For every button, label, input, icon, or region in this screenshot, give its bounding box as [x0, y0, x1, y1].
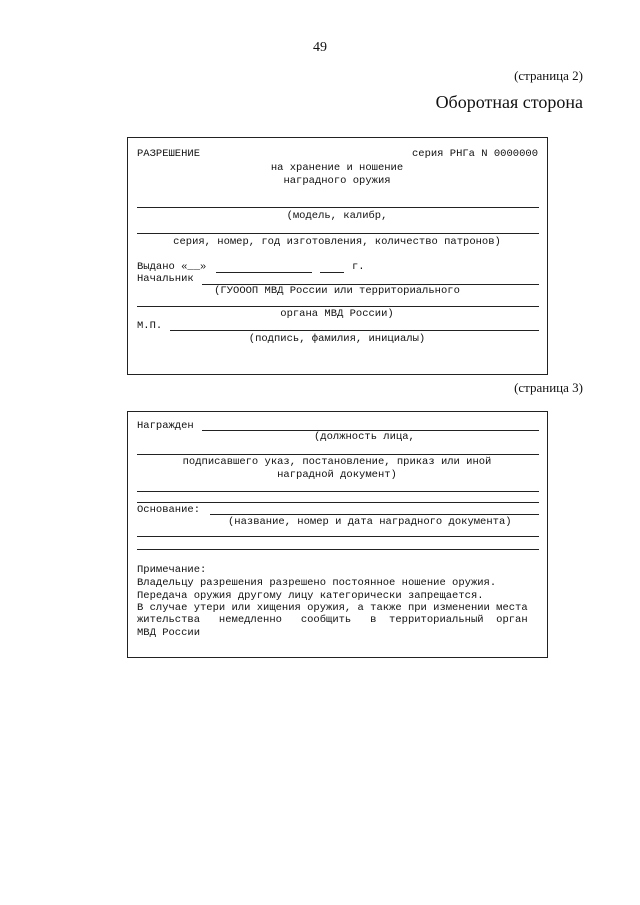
basis-extra-line-2	[137, 549, 539, 550]
year-suffix: г.	[352, 261, 365, 273]
page-number: 49	[313, 40, 327, 55]
document-caption: (название, номер и дата наградного документа)	[228, 516, 512, 528]
permit-series: серия РНГа N 0000000	[411, 148, 538, 160]
permit-subtitle-line-1: на хранение и ношение	[270, 162, 404, 174]
weapon-model-caption: (модель, калибр,	[286, 210, 388, 222]
permit-title: РАЗРЕШЕНИЕ	[137, 148, 201, 160]
permit-subtitle-line-2: наградного оружия	[283, 175, 391, 187]
award-document-line-1	[137, 491, 539, 492]
weapon-serial-caption: серия, номер, год изготовления, количество патронов)	[173, 236, 501, 248]
signature-line	[170, 330, 539, 331]
awarded-label: Награжден	[137, 420, 194, 432]
award-document-line-2	[137, 502, 539, 503]
basis-label: Основание:	[137, 504, 201, 516]
signer-caption-line-1: подписавшего указ, постановление, приказ или иной	[182, 456, 492, 468]
note-title: Примечание:	[137, 564, 207, 576]
signer-caption-line-2: наградной документ)	[277, 469, 397, 481]
basis-extra-line-1	[137, 536, 539, 537]
note-line-4: жительства немедленно сообщить в территориальный орган	[137, 614, 528, 626]
issued-label: Выдано «__»	[137, 261, 207, 273]
page-3-label: (страница 3)	[514, 380, 583, 395]
note-line-3: В случае утери или хищения оружия, а также при изменении места	[137, 602, 528, 614]
note-line-1: Владельцу разрешения разрешено постоянное ношение оружия.	[137, 577, 497, 589]
seal-label: М.П.	[137, 320, 163, 332]
note-line-2: Передача оружия другому лицу категорически запрещается.	[137, 590, 484, 602]
award-form	[127, 411, 548, 658]
note-line-5: МВД России	[137, 627, 201, 639]
weapon-model-line	[137, 207, 539, 208]
position-line	[137, 454, 539, 455]
issued-year-line	[320, 272, 344, 273]
agency-caption-line-2: органа МВД России)	[280, 308, 394, 320]
issued-month-line	[216, 272, 312, 273]
reverse-side-title: Оборотная сторона	[435, 92, 583, 112]
agency-line	[137, 306, 539, 307]
chief-label: Начальник	[137, 273, 194, 285]
permit-form	[127, 137, 548, 375]
page-2-label: (страница 2)	[514, 68, 583, 83]
weapon-serial-line	[137, 233, 539, 234]
agency-caption-line-1: (ГУОООП МВД России или территориального	[214, 285, 460, 297]
basis-line	[210, 514, 539, 515]
signature-caption: (подпись, фамилия, инициалы)	[248, 333, 426, 345]
position-caption: (должность лица,	[314, 431, 415, 443]
